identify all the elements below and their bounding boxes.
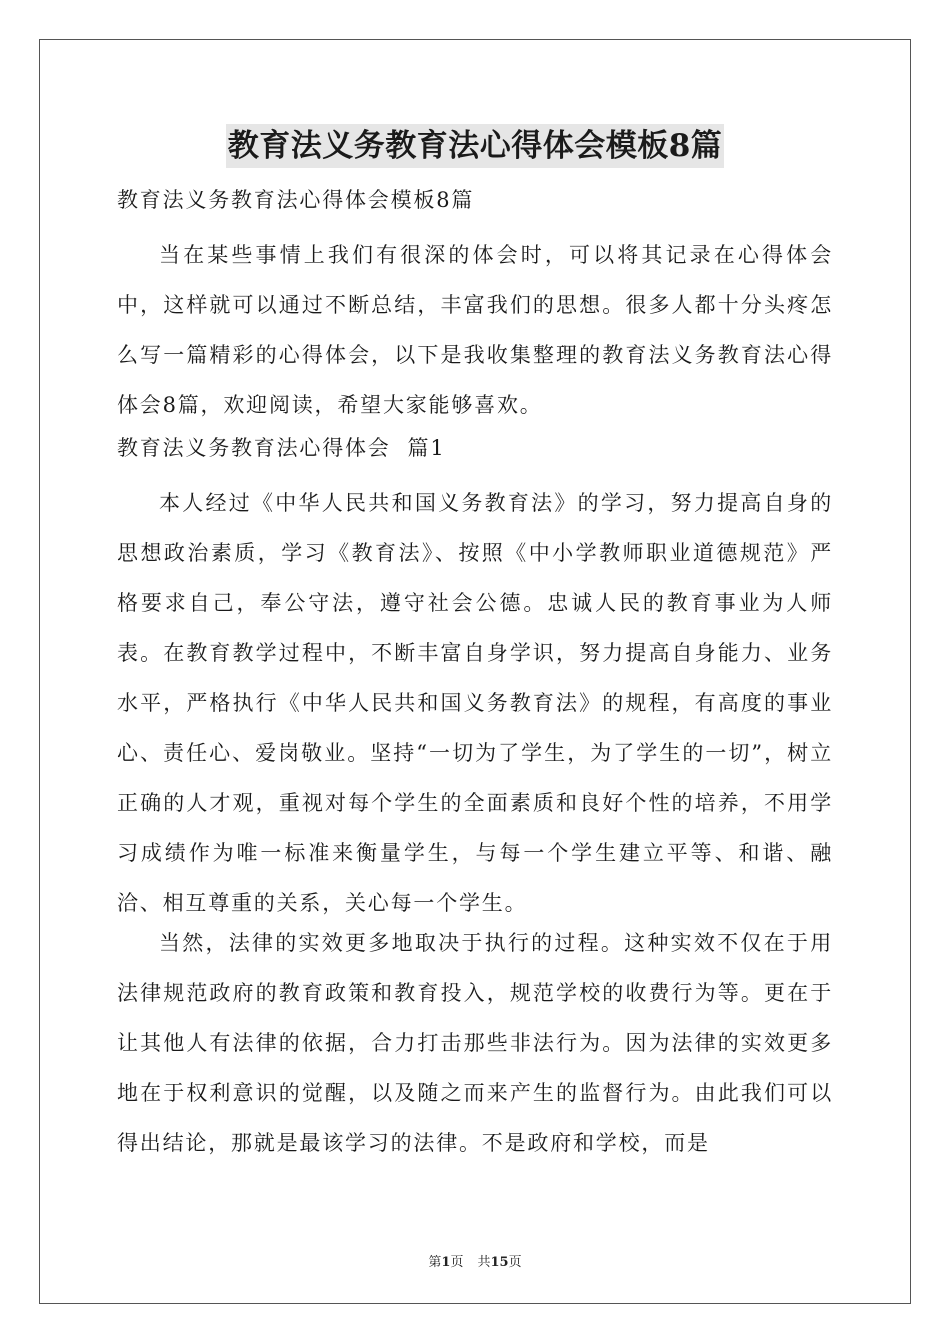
document-title: 教育法义务教育法心得体会模板8篇 — [226, 124, 725, 168]
intro-paragraph: 当在某些事情上我们有很深的体会时，可以将其记录在心得体会中，这样就可以通过不断总结，丰富我们的思想。很多人都十分头疼怎么写一篇精彩的心得体会，以下是我收集整理的教育法义务教育法心得体会8篇，欢迎阅读，希望大家能够喜欢。 — [117, 243, 833, 417]
body-paragraph-1: 本人经过《中华人民共和国义务教育法》的学习，努力提高自身的思想政治素质，学习《教育法》、按照《中小学教师职业道德规范》严格要求自己，奉公守法，遵守社会公德。忠诚人民的教育事业为人师表。在教育教学过程中，不断丰富自身学识，努力提高自身能力、业务水平，严格执行《中华人民共和国义务教育法》的规程，有高度的事业心、责任心、爱岗敬业。坚持“一切为了学生，为了学生的一切”，树立正确的人才观，重视对每个学生的全面素质和良好个性的培养，不用学习成绩作为唯一标准来衡量学生，与每一个学生建立平等、和谐、融洽、相互尊重的关系，关心每一个学生。 — [117, 491, 833, 915]
title-block — [0, 124, 950, 168]
footer-total-prefix: 共 — [477, 1255, 491, 1270]
footer-page-suffix: 页 — [450, 1255, 464, 1270]
page-footer — [0, 1251, 950, 1270]
footer-total-pages: 15 — [490, 1255, 509, 1270]
footer-total-suffix: 页 — [508, 1255, 522, 1270]
footer-page-prefix: 第 — [428, 1255, 442, 1270]
section-heading: 教育法义务教育法心得体会 篇1 — [117, 436, 446, 460]
document-subtitle: 教育法义务教育法心得体会模板8篇 — [117, 188, 475, 212]
footer-page-number: 1 — [441, 1255, 451, 1270]
body-paragraph-2: 当然，法律的实效更多地取决于执行的过程。这种实效不仅在于用法律规范政府的教育政策和教育投入，规范学校的收费行为等。更在于让其他人有法律的依据，合力打击那些非法行为。因为法律的实效更多地在于权利意识的觉醒，以及随之而来产生的监督行为。由此我们可以得出结论，那就是最该学习的法律。不是政府和学校，而是 — [117, 931, 833, 1155]
